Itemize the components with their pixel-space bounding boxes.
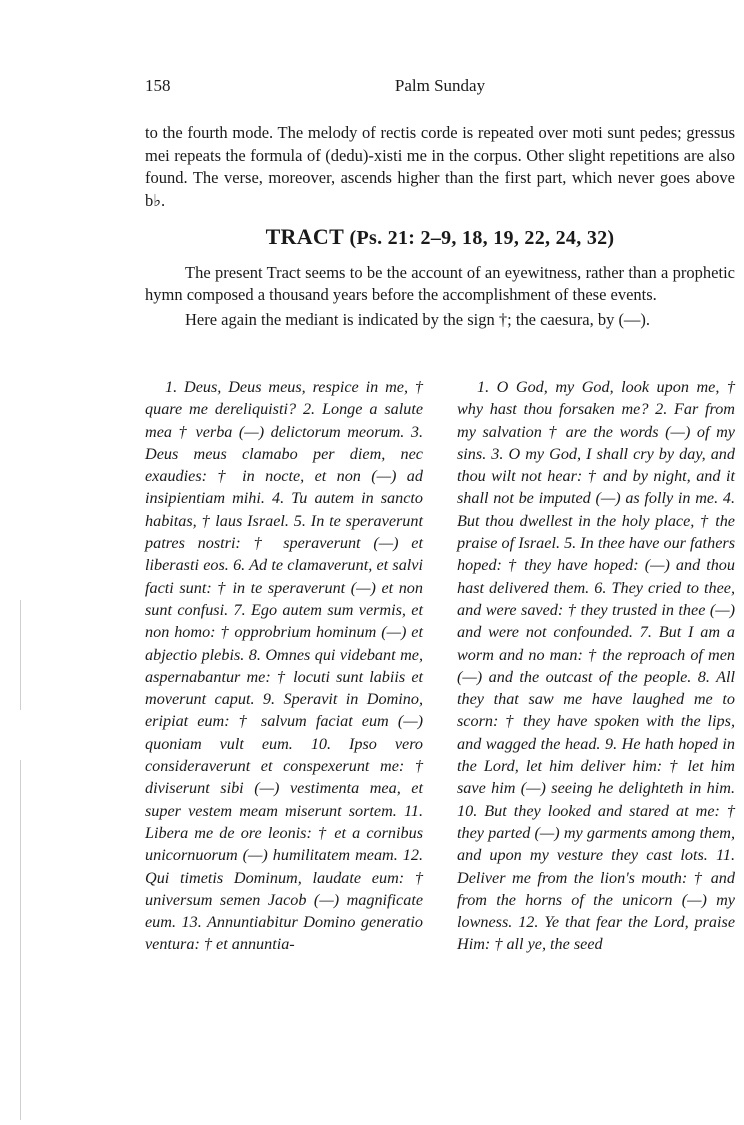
running-title: Palm Sunday <box>394 76 486 95</box>
page-header <box>145 76 735 100</box>
margin-scan-line <box>20 600 21 710</box>
section-title: TRACT <box>265 224 344 249</box>
page-number: 158 <box>145 76 171 95</box>
body-paragraph-1: The present Tract seems to be the account of an eyewitness, rather than a prophetic hymn composed a thousand years before the accomplishment of these events. <box>145 263 735 304</box>
body-paragraph-2: Here again the mediant is indicated by the sign †; the caesura, by (—). <box>185 310 651 329</box>
intro-paragraph <box>145 122 735 212</box>
margin-scan-line <box>20 760 21 1120</box>
english-text: 1. O God, my God, look upon me, † why hast thou forsaken me? 2. Far from my salvation † are the words (—) of my sins. 3. O my God, I shall cry by day, and thou wilt not hear: † and by night, and it shall not be imputed (—) as folly in me. 4. But thou dwellest in the holy place, † the praise of Israel. 5. In thee have our fathers hoped: † they have hoped: (—) and thou hast delivered them. 6. They cried to thee, and were saved: † they trusted in thee (—) and were not confounded. 7. But I am a worm and no man: † the reproach of men (—) and the outcast of the people. 8. All they that saw me have laughed me to scorn: † they have spoken with the lips, and wagged the head. 9. He hath hoped in the Lord, let him deliver him: † let him save him (—) seeing he delighteth in him. 10. But they looked and stared at me: † they parted (—) my garments among them, and upon my vesture they cast lots. 11. Deliver me from the lion's mouth: † and from the horns of the unicorn (—) my lowness. 12. Ye that fear the Lord, praise Him: † all ye, the seed <box>457 378 735 954</box>
english-column <box>457 376 735 956</box>
intro-text: to the fourth mode. The melody of rectis corde is repeated over moti sunt pedes; gressus mei repeats the formula of (dedu)-xisti me in the corpus. Other slight repetitions are also found. The verse, moreover, ascends higher than the first part, which never goes above b♭. <box>145 123 735 210</box>
latin-column <box>145 376 423 956</box>
parallel-text-columns <box>145 376 735 1036</box>
latin-text: 1. Deus, Deus meus, respice in me, † quare me dereliquisti? 2. Longe a salute mea † verba (—) delictorum meorum. 3. Deus meus clamabo per diem, nec exaudies: † in nocte, et non (—) ad insipientiam mihi. 4. Tu autem in sancto habitas, † laus Israel. 5. In te speraverunt patres nostri: † speraverunt (—) et liberasti eos. 6. Ad te clamaverunt, et salvi facti sunt: † in te speraverunt (—) et non sunt confusi. 7. Ego autem sum vermis, et non homo: † opprobrium hominum (—) et abjectio plebis. 8. Omnes qui videbant me, aspernabantur me: † locuti sunt labiis et moverunt caput. 9. Speravit in Domino, eripiat eum: † salvum faciat eum (—) quoniam vult eum. 10. Ipso vero consideraverunt et conspexerunt me: † diviserunt sibi (—) vestimenta mea, et super vestem meam miserunt sortem. 11. Libera me de ore leonis: † et a cornibus unicornuorum (—) humilitatem meam. 12. Qui timetis Dominum, laudate eum: † universum semen Jacob (—) magnificate eum. 13. Annuntiabitur Domino generatio ventura: † et annuntia- <box>145 378 423 954</box>
section-heading <box>145 224 735 250</box>
body-section <box>145 262 735 331</box>
section-title-reference: (Ps. 21: 2–9, 18, 19, 22, 24, 32) <box>349 227 615 249</box>
